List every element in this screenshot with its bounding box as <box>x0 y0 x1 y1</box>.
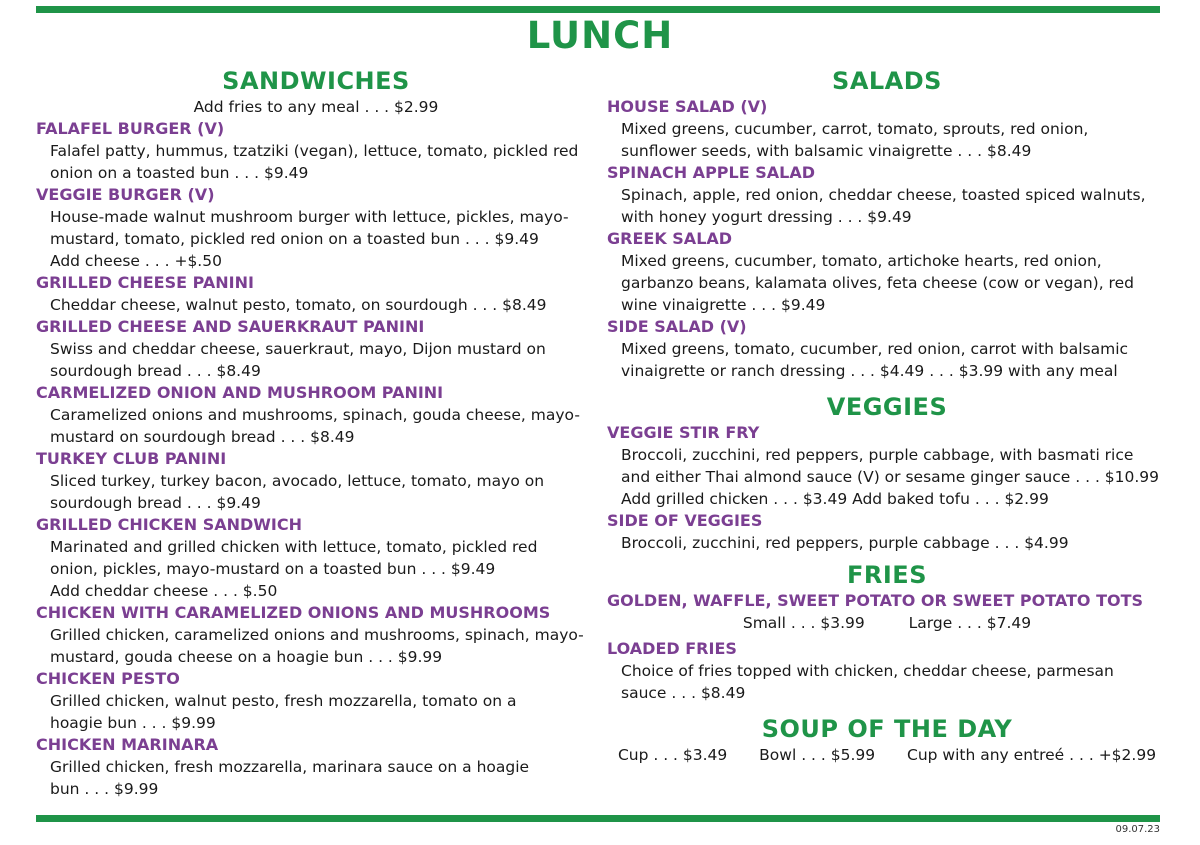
menu-item-description: Add grilled chicken . . . $3.49 Add baked tofu . . . $2.99 <box>621 490 1049 508</box>
menu-item-description: hoagie bun . . . $9.99 <box>50 714 216 732</box>
menu-item-description: sourdough bread . . . $8.49 <box>50 362 261 380</box>
menu-item-description: Falafel patty, hummus, tzatziki (vegan), lettuce, tomato, pickled red <box>50 142 579 160</box>
fries-addon-note: Add fries to any meal . . . $2.99 <box>193 98 439 116</box>
fries-list <box>607 590 1167 704</box>
menu-item-description: vinaigrette or ranch dressing . . . $4.49 . . . $3.99 with any meal <box>621 362 1118 380</box>
soup-prices <box>607 744 1167 766</box>
menu-item-description: Spinach, apple, red onion, cheddar cheese, toasted spiced walnuts, <box>621 186 1146 204</box>
menu-item-name: GRILLED CHEESE PANINI <box>36 273 254 292</box>
menu-item-name: GRILLED CHICKEN SANDWICH <box>36 515 303 534</box>
menu-item-name: CHICKEN WITH CARAMELIZED ONIONS AND MUSHROOMS <box>36 603 551 622</box>
menu-item-description: Mixed greens, tomato, cucumber, red onion, carrot with balsamic <box>621 340 1129 358</box>
menu-item-name: VEGGIE STIR FRY <box>607 423 760 442</box>
menu-item-description: Cheddar cheese, walnut pesto, tomato, on sourdough . . . $8.49 <box>50 296 547 314</box>
menu-item-description: Grilled chicken, walnut pesto, fresh mozzarella, tomato on a <box>50 692 517 710</box>
soup-title: SOUP OF THE DAY <box>761 715 1013 743</box>
menu-item-description: Marinated and grilled chicken with lettuce, tomato, pickled red <box>50 538 538 556</box>
menu-item-description: Grilled chicken, caramelized onions and mushrooms, spinach, mayo- <box>50 626 584 644</box>
menu-item-description: sunflower seeds, with balsamic vinaigrette . . . $8.49 <box>621 142 1032 160</box>
menu-item-description: House-made walnut mushroom burger with lettuce, pickles, mayo- <box>50 208 569 226</box>
soup-entree-price: Cup with any entreé . . . +$2.99 <box>907 746 1157 764</box>
soup-cup-price: Cup . . . $3.49 <box>617 746 728 764</box>
menu-item-description: wine vinaigrette . . . $9.49 <box>621 296 826 314</box>
veggie-list <box>607 422 1167 554</box>
menu-item-description: sourdough bread . . . $9.49 <box>50 494 261 512</box>
menu-item-description: mustard, gouda cheese on a hoagie bun . . . $9.99 <box>50 648 443 666</box>
fries-size-prices <box>607 612 1167 638</box>
menu-item-name: CARMELIZED ONION AND MUSHROOM PANINI <box>36 383 444 402</box>
menu-item-name: SPINACH APPLE SALAD <box>607 163 815 182</box>
menu-item-name: GOLDEN, WAFFLE, SWEET POTATO OR SWEET POTATO TOTS <box>607 591 1144 610</box>
menu-item-description: Mixed greens, cucumber, carrot, tomato, sprouts, red onion, <box>621 120 1089 138</box>
sandwiches-column <box>36 66 596 800</box>
soup-bowl-price: Bowl . . . $5.99 <box>759 746 876 764</box>
menu-item-name: TURKEY CLUB PANINI <box>36 449 227 468</box>
menu-item-name: LOADED FRIES <box>607 639 737 658</box>
menu-item-description: Swiss and cheddar cheese, sauerkraut, mayo, Dijon mustard on <box>50 340 546 358</box>
page-title: LUNCH <box>526 14 674 57</box>
sandwiches-title: SANDWICHES <box>222 67 410 95</box>
menu-item-description: Grilled chicken, fresh mozzarella, marinara sauce on a hoagie <box>50 758 530 776</box>
fries-large-price: Large . . . $7.49 <box>908 614 1032 632</box>
menu-item-name: SIDE SALAD (V) <box>607 317 747 336</box>
menu-item-description: Broccoli, zucchini, red peppers, purple cabbage, with basmati rice <box>621 446 1134 464</box>
fries-small-price: Small . . . $3.99 <box>742 614 865 632</box>
menu-item-description: Caramelized onions and mushrooms, spinach, gouda cheese, mayo- <box>50 406 580 424</box>
salads-title: SALADS <box>832 67 942 95</box>
menu-item-description: bun . . . $9.99 <box>50 780 159 798</box>
menu-item-name: GRILLED CHEESE AND SAUERKRAUT PANINI <box>36 317 425 336</box>
menu-item-description: sauce . . . $8.49 <box>621 684 746 702</box>
right-column <box>607 66 1167 766</box>
fries-title: FRIES <box>847 561 927 589</box>
menu-item-name: CHICKEN MARINARA <box>36 735 219 754</box>
menu-item-description: Sliced turkey, turkey bacon, avocado, lettuce, tomato, mayo on <box>50 472 545 490</box>
menu-item-description: Mixed greens, cucumber, tomato, artichoke hearts, red onion, <box>621 252 1102 270</box>
menu-item-description: and either Thai almond sauce (V) or sesame ginger sauce . . . $10.99 <box>621 468 1160 486</box>
menu-item-description: onion, pickles, mayo-mustard on a toasted bun . . . $9.49 <box>50 560 496 578</box>
menu-item-name: VEGGIE BURGER (V) <box>36 185 215 204</box>
menu-item-description: garbanzo beans, kalamata olives, feta cheese (cow or vegan), red <box>621 274 1134 292</box>
menu-item-name: HOUSE SALAD (V) <box>607 97 768 116</box>
menu-item-description: Add cheese . . . +$.50 <box>50 252 222 270</box>
bottom-divider <box>36 815 1160 822</box>
menu-item-name: GREEK SALAD <box>607 229 733 248</box>
menu-date: 09.07.23 <box>1115 824 1160 835</box>
menu-item-name: SIDE OF VEGGIES <box>607 511 763 530</box>
sandwich-list <box>36 118 596 800</box>
menu-item-description: with honey yogurt dressing . . . $9.49 <box>621 208 912 226</box>
menu-item-name: FALAFEL BURGER (V) <box>36 119 225 138</box>
menu-item-description: onion on a toasted bun . . . $9.49 <box>50 164 309 182</box>
menu-item-name: CHICKEN PESTO <box>36 669 180 688</box>
menu-item-description: Choice of fries topped with chicken, cheddar cheese, parmesan <box>621 662 1114 680</box>
menu-item-description: Broccoli, zucchini, red peppers, purple cabbage . . . $4.99 <box>621 534 1069 552</box>
veggies-title: VEGGIES <box>826 393 948 421</box>
menu-item-description: mustard, tomato, pickled red onion on a toasted bun . . . $9.49 <box>50 230 539 248</box>
top-divider <box>36 6 1160 13</box>
salad-list <box>607 96 1167 382</box>
menu-item-description: mustard on sourdough bread . . . $8.49 <box>50 428 355 446</box>
menu-item-description: Add cheddar cheese . . . $.50 <box>50 582 278 600</box>
